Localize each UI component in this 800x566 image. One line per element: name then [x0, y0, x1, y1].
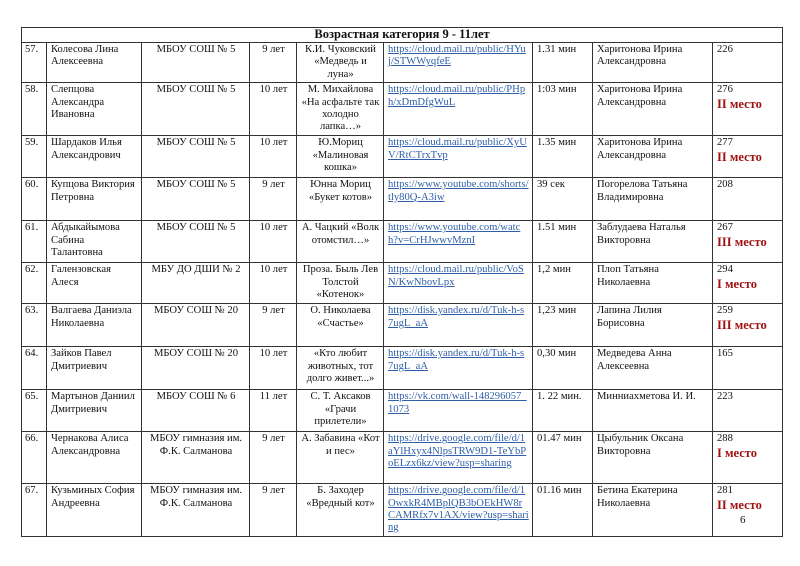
score-value: 294	[717, 264, 733, 276]
participant-name-cell: Купцова Виктория Петровна	[47, 178, 142, 221]
duration-cell: 01.16 мин	[533, 484, 593, 537]
video-link-cell	[384, 484, 533, 537]
duration-cell: 1. 22 мин.	[533, 390, 593, 432]
participant-name-cell: Мартынов Даниил Дмитриевич	[47, 390, 142, 432]
video-link[interactable]: https://drive.google.com/file/d/1aYlHxyx4NlpsTRW9D1-TeYbPoELzx6kz/view?usp=sharing	[388, 433, 527, 470]
age-cell: 10 лет	[250, 263, 297, 304]
teacher-name-cell: Харитонова Ирина Александровна	[593, 83, 713, 136]
video-link-cell	[384, 347, 533, 390]
age-cell: 11 лет	[250, 390, 297, 432]
row-number-cell: 61.	[22, 221, 47, 263]
duration-cell: 1.35 мин	[533, 136, 593, 178]
table-row	[22, 178, 783, 221]
age-cell: 9 лет	[250, 43, 297, 83]
participant-name-cell: Галензовская Алеся	[47, 263, 142, 304]
place-badge: II место	[717, 149, 762, 164]
work-title-cell: С. Т. Аксаков «Грачи прилетели»	[297, 390, 384, 432]
video-link-cell	[384, 136, 533, 178]
age-cell: 9 лет	[250, 432, 297, 484]
participant-name-cell: Шардаков Илья Александрович	[47, 136, 142, 178]
duration-cell: 1.51 мин	[533, 221, 593, 263]
score-value: 259	[717, 305, 733, 317]
video-link[interactable]: https://www.youtube.com/shorts/tly80Q-A3iw	[388, 179, 529, 203]
teacher-name-cell: Медведева Анна Алексеевна	[593, 347, 713, 390]
score-value: 208	[717, 179, 733, 191]
score-cell	[713, 43, 783, 83]
participant-name-cell: Абдыкайымова Сабина Талантовна	[47, 221, 142, 263]
school-cell: МБОУ СОШ № 5	[142, 221, 250, 263]
row-number-cell: 59.	[22, 136, 47, 178]
work-title-cell: Ю.Мориц «Малиновая кошка»	[297, 136, 384, 178]
score-value: 276	[717, 84, 733, 96]
video-link-cell	[384, 263, 533, 304]
age-cell: 10 лет	[250, 136, 297, 178]
table-row	[22, 304, 783, 347]
score-value: 277	[717, 137, 733, 149]
teacher-name-cell: Цыбульник Оксана Викторовна	[593, 432, 713, 484]
score-value: 223	[717, 391, 733, 403]
age-cell: 9 лет	[250, 178, 297, 221]
video-link-cell	[384, 390, 533, 432]
work-title-cell: А. Чацкий «Волк отомстил…»	[297, 221, 384, 263]
video-link-cell	[384, 432, 533, 484]
video-link[interactable]: https://disk.yandex.ru/d/Tuk-h-s7ugL_aA	[388, 305, 525, 329]
school-cell: МБУ ДО ДШИ № 2	[142, 263, 250, 304]
place-badge: III место	[717, 234, 767, 249]
school-cell: МБОУ гимназия им. Ф.К. Салманова	[142, 432, 250, 484]
video-link[interactable]: https://cloud.mail.ru/public/XyUV/RtCTrxTvp	[388, 137, 527, 161]
video-link[interactable]: https://cloud.mail.ru/public/HYuj/STWWyqfeE	[388, 44, 526, 68]
table-row	[22, 263, 783, 304]
participant-name-cell: Валгаева Даниэла Николаевна	[47, 304, 142, 347]
duration-cell: 1.31 мин	[533, 43, 593, 83]
duration-cell: 01.47 мин	[533, 432, 593, 484]
results-table	[21, 27, 783, 537]
duration-cell: 1,2 мин	[533, 263, 593, 304]
participant-name-cell: Кузьминых София Андреевна	[47, 484, 142, 537]
teacher-name-cell: Харитонова Ирина Александровна	[593, 43, 713, 83]
place-badge: I место	[717, 445, 757, 460]
score-value: 281	[717, 485, 733, 497]
table-row	[22, 484, 783, 537]
participant-name-cell: Слепцова Александра Ивановна	[47, 83, 142, 136]
table-row	[22, 390, 783, 432]
table-row	[22, 136, 783, 178]
work-title-cell: Юнна Мориц «Букет котов»	[297, 178, 384, 221]
school-cell: МБОУ СОШ № 20	[142, 304, 250, 347]
work-title-cell: Б. Заходер «Вредный кот»	[297, 484, 384, 537]
category-title: Возрастная категория 9 - 11лет	[22, 28, 783, 43]
school-cell: МБОУ СОШ № 5	[142, 43, 250, 83]
table-row	[22, 221, 783, 263]
video-link-cell	[384, 43, 533, 83]
row-number-cell: 67.	[22, 484, 47, 537]
table-row	[22, 347, 783, 390]
teacher-name-cell: Заблудаева Наталья Викторовна	[593, 221, 713, 263]
video-link[interactable]: https://cloud.mail.ru/public/PHph/xDmDfgWuL	[388, 84, 526, 108]
score-value: 288	[717, 433, 733, 445]
school-cell: МБОУ СОШ № 5	[142, 178, 250, 221]
table-row	[22, 83, 783, 136]
row-number-cell: 57.	[22, 43, 47, 83]
school-cell: МБОУ СОШ № 5	[142, 83, 250, 136]
teacher-name-cell: Плоп Татьяна Николаевна	[593, 263, 713, 304]
row-number-cell: 60.	[22, 178, 47, 221]
school-cell: МБОУ гимназия им. Ф.К. Салманова	[142, 484, 250, 537]
age-cell: 10 лет	[250, 83, 297, 136]
participant-name-cell: Чернакова Алиса Александровна	[47, 432, 142, 484]
score-cell	[713, 221, 783, 263]
duration-cell: 39 сек	[533, 178, 593, 221]
row-number-cell: 65.	[22, 390, 47, 432]
video-link-cell	[384, 304, 533, 347]
row-number-cell: 58.	[22, 83, 47, 136]
duration-cell: 1:03 мин	[533, 83, 593, 136]
work-title-cell: О. Николаева «Счастье»	[297, 304, 384, 347]
video-link[interactable]: https://cloud.mail.ru/public/VoSN/KwNbovLpx	[388, 264, 524, 288]
row-number-cell: 66.	[22, 432, 47, 484]
score-cell	[713, 178, 783, 221]
teacher-name-cell: Харитонова Ирина Александровна	[593, 136, 713, 178]
page-number: 6	[740, 514, 746, 526]
score-cell	[713, 304, 783, 347]
place-badge: II место	[717, 96, 762, 111]
score-cell	[713, 390, 783, 432]
place-badge: I место	[717, 276, 757, 291]
work-title-cell: Проза. Быль Лев Толстой «Котенок»	[297, 263, 384, 304]
score-cell	[713, 347, 783, 390]
video-link-cell	[384, 221, 533, 263]
row-number-cell: 62.	[22, 263, 47, 304]
age-cell: 10 лет	[250, 347, 297, 390]
row-number-cell: 64.	[22, 347, 47, 390]
duration-cell: 1,23 мин	[533, 304, 593, 347]
teacher-name-cell: Лапина Лилия Борисовна	[593, 304, 713, 347]
score-cell	[713, 263, 783, 304]
teacher-name-cell: Бетина Екатерина Николаевна	[593, 484, 713, 537]
teacher-name-cell: Погорелова Татьяна Владимировна	[593, 178, 713, 221]
work-title-cell: А. Забавина «Кот и пес»	[297, 432, 384, 484]
video-link[interactable]: https://disk.yandex.ru/d/Tuk-h-s7ugL_aA	[388, 348, 525, 372]
duration-cell: 0,30 мин	[533, 347, 593, 390]
video-link-cell	[384, 178, 533, 221]
participant-name-cell: Зайков Павел Дмитриевич	[47, 347, 142, 390]
table-row	[22, 43, 783, 83]
age-cell: 9 лет	[250, 484, 297, 537]
category-header-row	[22, 28, 783, 43]
score-value: 165	[717, 348, 733, 360]
score-value: 226	[717, 44, 733, 55]
score-cell	[713, 83, 783, 136]
participant-name-cell: Колесова Лина Алексеевна	[47, 43, 142, 83]
score-value: 267	[717, 222, 733, 234]
row-number-cell: 63.	[22, 304, 47, 347]
school-cell: МБОУ СОШ № 20	[142, 347, 250, 390]
score-cell	[713, 432, 783, 484]
place-badge: II место	[717, 497, 762, 512]
work-title-cell: К.И. Чуковский «Медведь и луна»	[297, 43, 384, 83]
score-cell	[713, 484, 783, 537]
table-row	[22, 432, 783, 484]
age-cell: 9 лет	[250, 304, 297, 347]
work-title-cell: «Кто любит животных, тот долго живет...»	[297, 347, 384, 390]
video-link[interactable]: https://drive.google.com/file/d/1OwxkR4MBplQB3bOEkHW8rCAMRfx7v1AX/view?usp=sharing	[388, 485, 529, 534]
video-link[interactable]: https://vk.com/wall-148296057_1073	[388, 391, 527, 415]
video-link-cell	[384, 83, 533, 136]
place-badge: III место	[717, 317, 767, 332]
age-cell: 10 лет	[250, 221, 297, 263]
work-title-cell: М. Михайлова «На асфальте так холодно лапка…»	[297, 83, 384, 136]
school-cell: МБОУ СОШ № 6	[142, 390, 250, 432]
video-link[interactable]: https://www.youtube.com/watch?v=CrHJwwvMznI	[388, 222, 521, 246]
score-cell	[713, 136, 783, 178]
school-cell: МБОУ СОШ № 5	[142, 136, 250, 178]
teacher-name-cell: Минниахметова И. И.	[593, 390, 713, 432]
